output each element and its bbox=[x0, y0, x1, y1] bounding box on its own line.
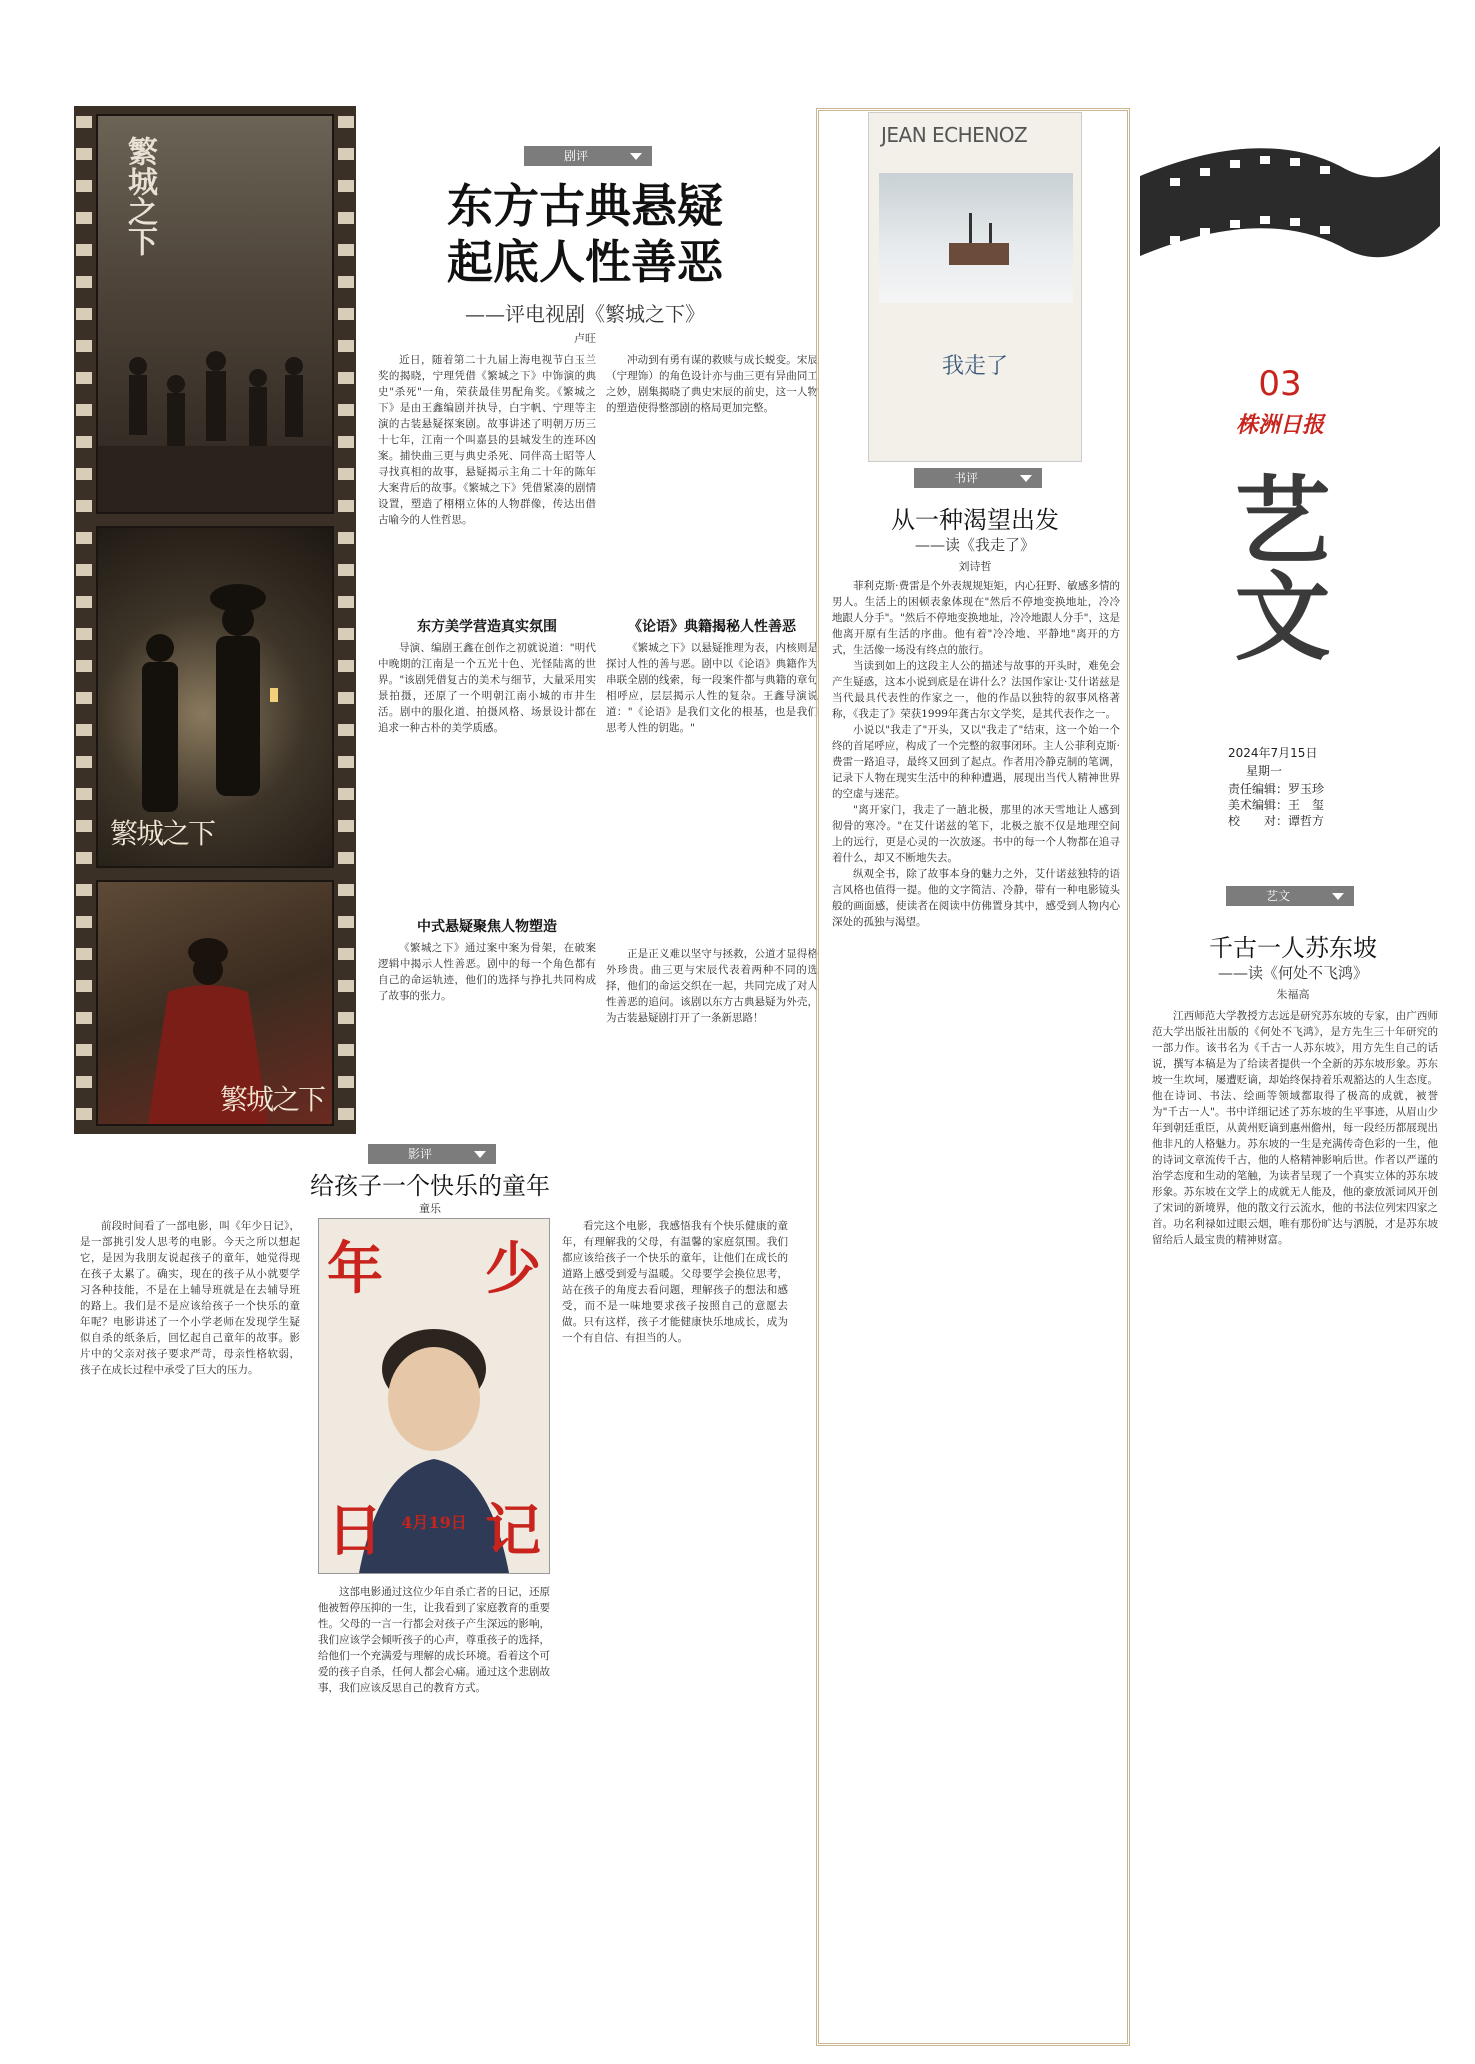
ship-icon bbox=[879, 173, 1073, 303]
drama-still-1 bbox=[96, 526, 334, 868]
article4-body: 江西师范大学教授方志远是研究苏东坡的专家，由广西师范大学出版社出版的《何处不飞鸿》，是方先生三十年研究的一部力作。该书名为《千古一人苏东坡》，用方先生自己的话说，撰写本稿是为了给读者提供一个全新的苏东坡形象。苏东坡一生坎坷，屡遭贬谪，却始终保持着乐观豁达的人生态度。他在诗词、书法、绘画等领域都取得了极高的成就，被誉为"千古一人"。书中详细记述了苏东坡的生平事迹，从眉山少年到朝廷重臣，从黄州贬谪到惠州儋州，每一段经历都展现出他非凡的人格魅力。苏东坡的一生是充满传奇色彩的一生，他的诗词文章流传千古，他的人格精神影响后世。作者以严谨的治学态度和生动的笔触，为读者呈现了一个真实立体的苏东坡形象。苏东坡在文学上的成就无人能及，他的豪放派词风开创了宋词的新境界，他的散文行云流水，他的书法位列宋四家之首。功名利禄如过眼云烟，唯有那份旷达与洒脱，才是苏东坡留给后人最宝贵的精神财富。 bbox=[1152, 1010, 1438, 1246]
editor-credit: 责任编辑：罗玉珍 bbox=[1228, 782, 1325, 796]
section-name: 艺文 bbox=[1219, 470, 1332, 662]
poster-char-1: 年 bbox=[327, 1236, 383, 1302]
article1-column2: 冲动到有勇有谋的救赎与成长蜕变。宋辰（宁理饰）的角色设计亦与曲三更有异曲同工之妙，剧集揭晓了典史宋辰的前史，这一人物的塑造使得整部剧的格局更加完整。 bbox=[606, 354, 818, 414]
article4-subtitle: ——读《何处不飞鸿》 bbox=[1217, 964, 1368, 982]
article1-column2c: 正是正义难以坚守与拯救，公道才显得格外珍贵。曲三更与宋辰代表着两种不同的选择，他们的命运交织在一起，共同完成了对人性善恶的追问。该剧以东方古典悬疑为外壳，为古装悬疑剧打开了一条新思路！ bbox=[606, 948, 818, 1024]
book-cover-author: JEAN ECHENOZ bbox=[881, 123, 1028, 147]
filmstrip bbox=[74, 106, 356, 1134]
article4-author: 朱福高 bbox=[1276, 988, 1310, 1001]
book-cover-image bbox=[879, 173, 1073, 303]
article1-section-head1: 东方美学营造真实氛围 bbox=[378, 616, 596, 636]
article2-author: 刘诗哲 bbox=[958, 560, 992, 573]
section-tag-book: 书评 bbox=[914, 468, 1042, 488]
poster-date: 4月19日 bbox=[401, 1513, 467, 1532]
article1-column2b: 《繁城之下》以悬疑推理为表，内核则是探讨人性的善与恶。剧中以《论语》典籍作为串联全剧的线索，每一段案件都与典籍的章句相呼应，层层揭示人性的复杂。王鑫导演说道："《论语》是我们文化的根基，也是我们思考人性的钥匙。" bbox=[606, 642, 818, 734]
film-poster bbox=[318, 1218, 550, 1574]
still-caption: 繁城之下 bbox=[219, 1083, 324, 1116]
issue-date: 2024年7月15日 bbox=[1228, 746, 1318, 760]
article3-column3: 看完这个电影，我感悟我有个快乐健康的童年，有理解我的父母，有温馨的家庭氛围。我们都应该给孩子一个快乐的童年，让他们在成长的道路上感受到爱与温暖。父母要学会换位思考，站在孩子的角度去看问题，理解孩子的想法和感受，而不是一味地要求孩子按照自己的意愿去做。只有这样，孩子才能健康快乐地成长，成为一个有自信、有担当的人。 bbox=[562, 1220, 788, 1344]
book-cover-title: 我走了 bbox=[941, 354, 1008, 379]
poster-title: 繁城之下 bbox=[122, 136, 157, 256]
book-cover bbox=[868, 112, 1082, 462]
newspaper-name: 株洲日报 bbox=[1235, 412, 1324, 438]
article2-title: 从一种渴望出发 bbox=[891, 506, 1059, 534]
article1-column1: 近日，随着第二十九届上海电视节白玉兰奖的揭晓，宁理凭借《繁城之下》中饰演的典史"杀死"一角，荣获最佳男配角奖。《繁城之下》是由王鑫编剧并执导，白宇帆、宁理等主演的古装悬疑探案剧。故事讲述了明朝万历三十七年，江南一个叫嘉县的县城发生的连环凶案。捕快曲三更与典史杀死、同伴高士昭等人寻找真相的故事，悬疑揭示主角二十年的陈年大案背后的故事。《繁城之下》凭借紧凑的剧情设置，塑造了栩栩立体的人物群像，传达出借古喻今的人性哲思。 bbox=[378, 354, 596, 526]
film-reel-icon bbox=[1140, 106, 1440, 286]
section-tag-arts: 艺文 bbox=[1226, 886, 1354, 906]
article1-title-line2: 起底人性善恶 bbox=[447, 235, 723, 289]
article1-author: 卢旺 bbox=[574, 332, 596, 345]
article1-section-head2: 中式悬疑聚焦人物塑造 bbox=[378, 916, 596, 936]
poster-char-4: 记 bbox=[485, 1498, 541, 1564]
drama-still-2 bbox=[96, 880, 334, 1126]
article1-column1b: 导演、编剧王鑫在创作之初就说道："明代中晚期的江南是一个五光十色、光怪陆离的世界。"该剧凭借复古的美术与细节，大量采用实景拍摄，还原了一个明朝江南小城的市井生活。剧中的服化道、拍摄风格、场景设计都在追求一种古朴的美学质感。 bbox=[378, 640, 596, 810]
article1-subtitle: ——评电视剧《繁城之下》 bbox=[465, 302, 705, 326]
article4-title: 千古一人苏东坡 bbox=[1209, 934, 1377, 962]
page-number: 03 bbox=[1258, 364, 1302, 404]
article3-author: 童乐 bbox=[419, 1202, 441, 1215]
article1-title-line1: 东方古典悬疑 bbox=[447, 179, 723, 233]
article3-title: 给孩子一个快乐的童年 bbox=[310, 1172, 550, 1200]
article2-body: 菲利克斯·费雷是个外表规规矩矩，内心狂野、敏感多情的男人。生活上的困顿表象体现在"然后不停地变换地址，冷冷地跟人分手"。"然后不停地变换地址，冷冷地跟人分手"，这是他离开原有生活的序曲。他有着"冷冷地、平静地"离开的方式，生活像一场没有终点的旅行。 当读到如上的这段主人公的描述与故事的开头时，难免会产生疑惑，这本小说到底是在讲什么？法国作家让·艾什诺兹是当代最具代表性的作家之一，他的作品以独特的叙事风格著称，《我走了》荣获1999年龚古尔文学奖，是其代表作之一。 小说以"我走了"开头，又以"我走了"结束，这一个始一个终的首尾呼应，构成了一个完整的叙事闭环。主人公菲利克斯·费雷一路追寻，最终又回到了起点。作者用冷静克制的笔调，记录下人物在现实生活中的种种遭遇，展现出当代人精神世界的空虚与迷茫。 "离开家门，我走了一趟北极，那里的冰天雪地让人感到彻骨的寒冷。"在艾什诺兹的笔下，北极之旅不仅是地理空间上的远行，更是心灵的一次放逐。书中的每一个人物都在追寻着什么，却又不断地失去。 纵观全书，除了故事本身的魅力之外，艾什诺兹独特的语言风格也值得一提。他的文字简洁、冷静，带有一种电影镜头般的画面感，使读者在阅读中仿佛置身其中，感受到人物内心深处的孤独与渴望。 bbox=[832, 580, 1120, 928]
article3-column2: 这部电影通过这位少年自杀亡者的日记，还原他被暂停压抑的一生，让我看到了家庭教育的重要性。父母的一言一行都会对孩子产生深远的影响，我们应该学会倾听孩子的心声，尊重孩子的选择，给他们一个充满爱与理解的成长环境。看着这个可爱的孩子自杀，任何人都会心痛。通过这个悲剧故事，我们应该反思自己的教育方式。 bbox=[318, 1586, 550, 1694]
section-tag-film: 影评 bbox=[368, 1144, 496, 1164]
section-tag-drama: 剧评 bbox=[524, 146, 652, 166]
poster-char-3: 日 bbox=[327, 1498, 383, 1564]
article1-section-head3: 《论语》典籍揭秘人性善恶 bbox=[628, 619, 796, 635]
art-editor-credit: 美术编辑：王 玺 bbox=[1228, 798, 1325, 812]
film-reel-graphic bbox=[1140, 106, 1440, 286]
proof-credit: 校 对：谭哲方 bbox=[1228, 814, 1325, 828]
still-caption: 繁城之下 bbox=[110, 817, 215, 850]
poster-char-2: 少 bbox=[485, 1236, 541, 1302]
issue-weekday: 星期一 bbox=[1246, 764, 1283, 778]
article1-column1c: 《繁城之下》通过案中案为骨架，在破案逻辑中揭示人性善恶。剧中的每一个角色都有自己的命运轨迹，他们的选择与挣扎共同构成了故事的张力。 bbox=[378, 940, 596, 1108]
drama-poster bbox=[96, 114, 334, 514]
article3-column1: 前段时间看了一部电影，叫《年少日记》，是一部挑引发人思考的电影。今天之所以想起它，是因为我朋友说起孩子的童年，她觉得现在孩子太累了。确实，现在的孩子从小就要学习各种技能，不是在上辅导班就是在去辅导班的路上。我们是不是应该给孩子一个快乐的童年呢？电影讲述了一个小学老师在发现学生疑似自杀的纸条后，回忆起自己童年的故事。影片中的父亲对孩子要求严苛，母亲性格软弱，孩子在成长过程中承受了巨大的压力。 bbox=[80, 1220, 300, 1376]
article2-subtitle: ——读《我走了》 bbox=[914, 536, 1035, 554]
